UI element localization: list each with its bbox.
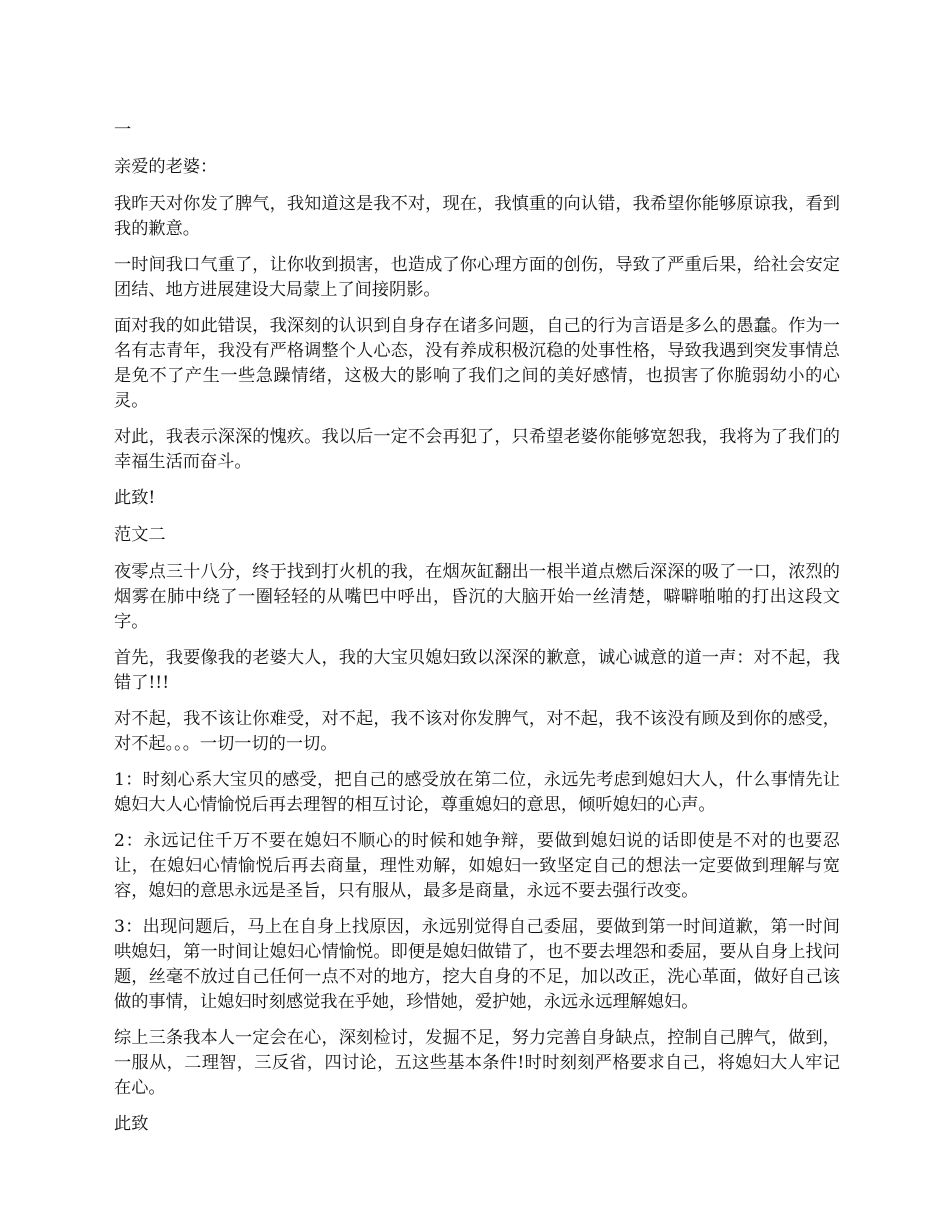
- paragraph: 面对我的如此错误，我深刻的认识到自身存在诸多问题，自己的行为言语是多么的愚蠢。作为一名有志青年，我没有严格调整个人心态，没有养成积极沉稳的处事性格，导致我遇到突发事情总是免不了产生一些急躁情绪，这极大的影响了我们之间的美好感情，也损害了你脆弱幼小的心灵。: [114, 316, 840, 411]
- salutation: 亲爱的老婆：: [114, 157, 218, 177]
- list-item: 2：永远记住千万不要在媳妇不顺心的时候和她争辩，要做到媳妇说的话即使是不对的也要忍让，在媳妇心情愉悦后再去商量，理性劝解，如媳妇一致坚定自己的想法一定要做到理解与宽容，媳妇的意思永远是圣旨，只有服从，最多是商量，永远不要去强行改变。: [114, 831, 840, 901]
- paragraph: 综上三条我本人一定会在心，深刻检讨，发掘不足，努力完善自身缺点，控制自己脾气，做到，一服从，二理智，三反省，四讨论，五这些基本条件!时时刻刻严格要求自己，将媳妇大人牢记在心。: [114, 1028, 840, 1098]
- paragraph: 一时间我口气重了，让你收到损害，也造成了你心理方面的创伤，导致了严重后果，给社会安定团结、地方进展建设大局蒙上了间接阴影。: [114, 255, 840, 300]
- paragraph: 对不起，我不该让你难受，对不起，我不该对你发脾气，对不起，我不该没有顾及到你的感受，对不起。。。一切一切的一切。: [114, 709, 840, 754]
- section-title: 范文二: [114, 525, 166, 545]
- closing: 此致: [114, 1114, 149, 1134]
- closing: 此致!: [114, 488, 156, 508]
- paragraph: 首先，我要像我的老婆大人，我的大宝贝媳妇致以深深的歉意，诚心诚意的道一声：对不起，我错了!!!: [114, 648, 840, 693]
- section-number: 一: [114, 120, 132, 140]
- list-item: 1：时刻心系大宝贝的感受，把自己的感受放在第二位，永远先考虑到媳妇大人，什么事情先让媳妇大人心情愉悦后再去理智的相互讨论，尊重媳妇的意思，倾听媳妇的心声。: [114, 770, 840, 815]
- paragraph: 夜零点三十八分，终于找到打火机的我，在烟灰缸翻出一根半道点燃后深深的吸了一口，浓烈的烟雾在肺中绕了一圈轻轻的从嘴巴中呼出，昏沉的大脑开始一丝清楚，噼噼啪啪的打出这段文字。: [114, 562, 840, 632]
- list-item: 3：出现问题后，马上在自身上找原因，永远别觉得自己委屈，要做到第一时间道歉，第一时间哄媳妇，第一时间让媳妇心情愉悦。即便是媳妇做错了，也不要去埋怨和委屈，要从自身上找问题，丝毫不放过自己任何一点不对的地方，挖大自身的不足，加以改正，洗心革面，做好自己该做的事情，让媳妇时刻感觉我在乎她，珍惜她，爱护她，永远永远理解媳妇。: [114, 917, 840, 1012]
- paragraph: 对此，我表示深深的愧疚。我以后一定不会再犯了，只希望老婆你能够宽恕我，我将为了我们的幸福生活而奋斗。: [114, 427, 840, 472]
- paragraph: 我昨天对你发了脾气，我知道这是我不对，现在，我慎重的向认错，我希望你能够原谅我，看到我的歉意。: [114, 194, 840, 239]
- document-body: [114, 118, 840, 1149]
